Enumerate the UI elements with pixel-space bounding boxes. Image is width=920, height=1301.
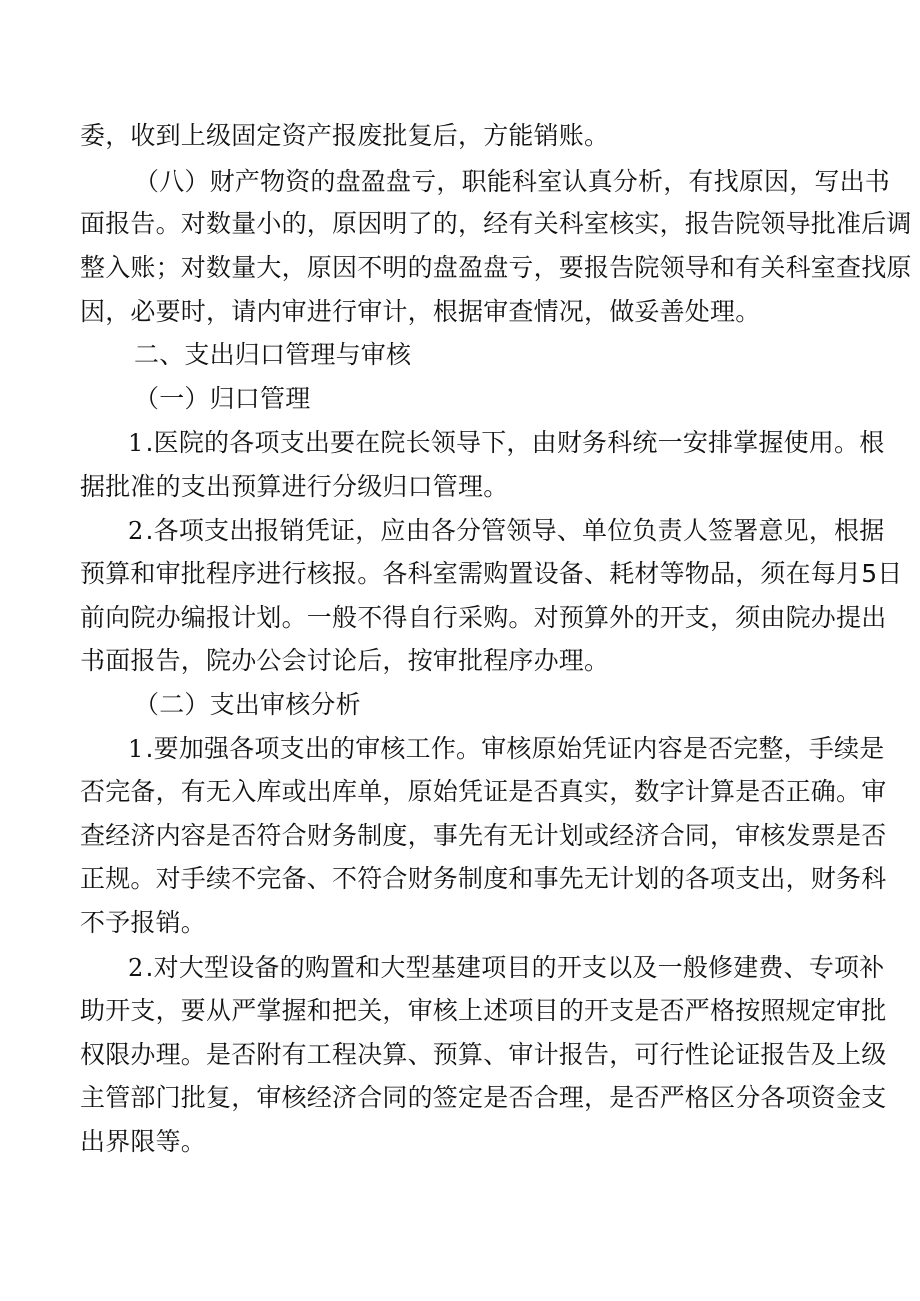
item-number: 1 xyxy=(128,735,144,763)
numbered-line xyxy=(128,516,884,546)
item-number: 2 xyxy=(128,954,144,982)
paragraph-line: 面报告。对数量小的，原因明了的，经有关科室核实，报告院领导批准后调 xyxy=(80,209,912,238)
paragraph-line: 出界限等。 xyxy=(80,1127,207,1156)
item-number: 2 xyxy=(128,517,144,545)
paragraph-line: 权限办理。是否附有工程决算、预算、审计报告，可行性论证报告及上级 xyxy=(80,1040,887,1069)
subsection-heading: （一）归口管理 xyxy=(134,384,311,413)
paragraph-line: 书面报告，院办公会讨论后，按审批程序办理。 xyxy=(80,646,610,675)
paragraph-line: 主管部门批复，审核经济合同的签定是否合理，是否严格区分各项资金支 xyxy=(80,1083,887,1112)
numbered-line xyxy=(128,953,884,983)
numbered-line xyxy=(128,734,884,764)
section-heading: 二、支出归口管理与审核 xyxy=(134,340,412,369)
paragraph-line: 助开支，要从严掌握和把关，审核上述项目的开支是否严格按照规定审批 xyxy=(80,996,887,1025)
line-text: .各项支出报销凭证，应由各分管领导、单位负责人签署意见，根据 xyxy=(145,516,885,545)
subsection-heading: （二）支出审核分析 xyxy=(134,690,361,719)
paragraph-line: 不予报销。 xyxy=(80,908,207,937)
numbered-line xyxy=(128,428,884,458)
line-text: .医院的各项支出要在院长领导下，由财务科统一安排掌握使用。根 xyxy=(145,428,885,457)
paragraph-line: 委，收到上级固定资产报废批复后，方能销账。 xyxy=(80,121,610,150)
paragraph-line: 查经济内容是否符合财务制度，事先有无计划或经济合同，审核发票是否 xyxy=(80,821,887,850)
item-number: 1 xyxy=(128,429,144,457)
paragraph-line: 否完备，有无入库或出库单，原始凭证是否真实，数字计算是否正确。审 xyxy=(80,777,887,806)
paragraph-line: 正规。对手续不完备、不符合财务制度和事先无计划的各项支出，财务科 xyxy=(80,864,887,893)
paragraph-line: 整入账；对数量大，原因不明的盘盈盘亏，要报告院领导和有关科室查找原 xyxy=(80,253,912,282)
paragraph-line: （八）财产物资的盘盈盘亏，职能科室认真分析，有找原因，写出书 xyxy=(134,167,891,196)
line-text: .要加强各项支出的审核工作。审核原始凭证内容是否完整，手续是 xyxy=(145,734,885,763)
line-text: .对大型设备的购置和大型基建项目的开支以及一般修建费、专项补 xyxy=(145,953,885,982)
paragraph-line: 因，必要时，请内审进行审计，根据审查情况，做妥善处理。 xyxy=(80,297,761,326)
paragraph-line: 据批准的支出预算进行分级归口管理。 xyxy=(80,472,509,501)
paragraph-line: 预算和审批程序进行核报。各科室需购置设备、耗材等物品，须在每月5日 xyxy=(80,559,903,588)
paragraph-line: 前向院办编报计划。一般不得自行采购。对预算外的开支，须由院办提出 xyxy=(80,603,887,632)
